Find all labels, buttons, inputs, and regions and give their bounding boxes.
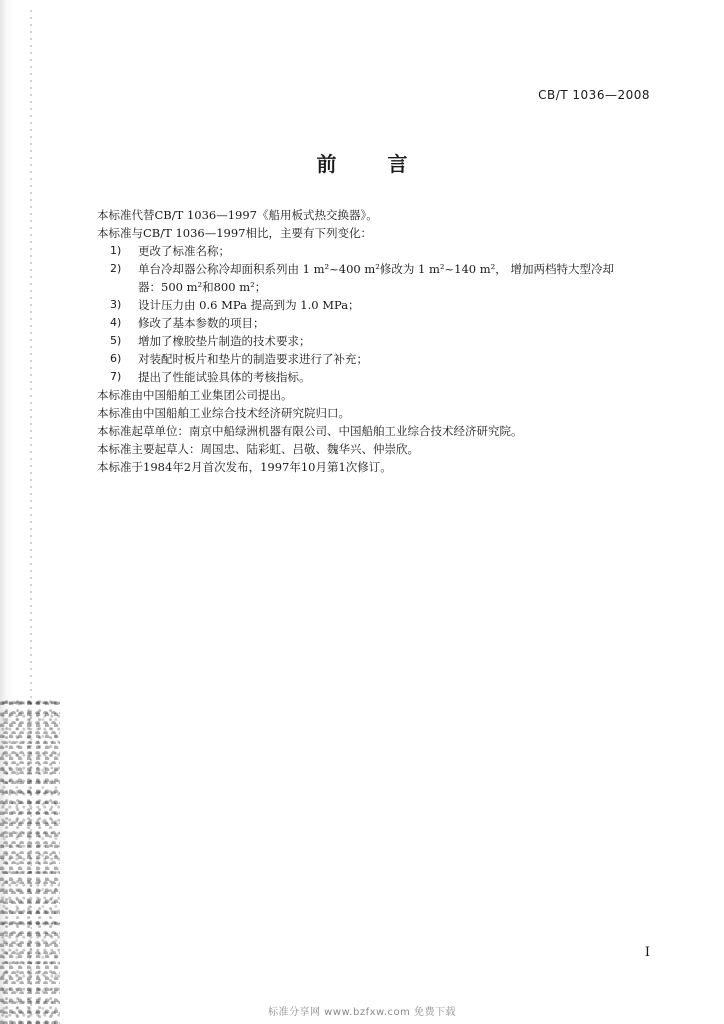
list-item-text: 增加了橡胶垫片制造的技术要求； (138, 334, 311, 348)
paragraph-drafting-units: 本标准起草单位：南京中船绿洲机器有限公司、中国船舶工业综合技术经济研究院。 (97, 424, 523, 438)
list-item (97, 350, 659, 368)
watermark-footer: 标准分享网 www.bzfxw.com 免费下载 (268, 1007, 456, 1018)
list-item (97, 260, 659, 278)
list-item (97, 296, 659, 314)
paragraph-administered-by: 本标准由中国船舶工业综合技术经济研究院归口。 (97, 406, 350, 420)
list-item-number: 3) (110, 298, 122, 311)
list-item-text: 修改了基本参数的项目； (138, 316, 265, 330)
scan-noise-artifact (0, 694, 60, 1024)
list-item-number: 7) (110, 370, 122, 383)
paragraph-replaces: 本标准代替CB/T 1036—1997《船用板式热交换器》。 (97, 208, 378, 222)
list-item-number: 2) (110, 262, 122, 275)
list-item-text: 更改了标准名称； (138, 244, 230, 258)
list-item-text: 提出了性能试验具体的考核指标。 (138, 370, 311, 384)
paragraph-proposed-by: 本标准由中国船舶工业集团公司提出。 (97, 388, 293, 402)
changes-list (97, 242, 659, 386)
standard-code-header: CB/T 1036—2008 (538, 88, 650, 102)
list-item-continuation: 器：500 m²和800 m²； (138, 280, 267, 294)
page-title: 前 言 (316, 152, 430, 176)
list-item-number: 4) (110, 316, 122, 329)
list-item (97, 332, 659, 350)
list-item (97, 368, 659, 386)
paragraph-drafters: 本标准主要起草人：周国忠、陆彩虹、吕敬、魏华兴、仲崇欣。 (97, 442, 419, 456)
list-item-number: 6) (110, 352, 122, 365)
list-item (97, 314, 659, 332)
list-item-text: 设计压力由 0.6 MPa 提高到为 1.0 MPa； (138, 298, 360, 312)
list-item-text: 对装配时板片和垫片的制造要求进行了补充； (138, 352, 368, 366)
foreword-body (97, 206, 659, 476)
list-item-number: 5) (110, 334, 122, 347)
paragraph-history: 本标准于1984年2月首次发布，1997年10月第1次修订。 (97, 460, 392, 474)
list-item-text: 单台冷却器公称冷却面积系列由 1 m²~400 m²修改为 1 m²~140 m²， 增加两档特大型冷却 (138, 262, 614, 276)
list-item-number: 1) (110, 244, 122, 257)
page-number: I (644, 945, 650, 960)
paragraph-changes-intro: 本标准与CB/T 1036—1997相比，主要有下列变化： (97, 226, 372, 240)
list-item (97, 242, 659, 260)
